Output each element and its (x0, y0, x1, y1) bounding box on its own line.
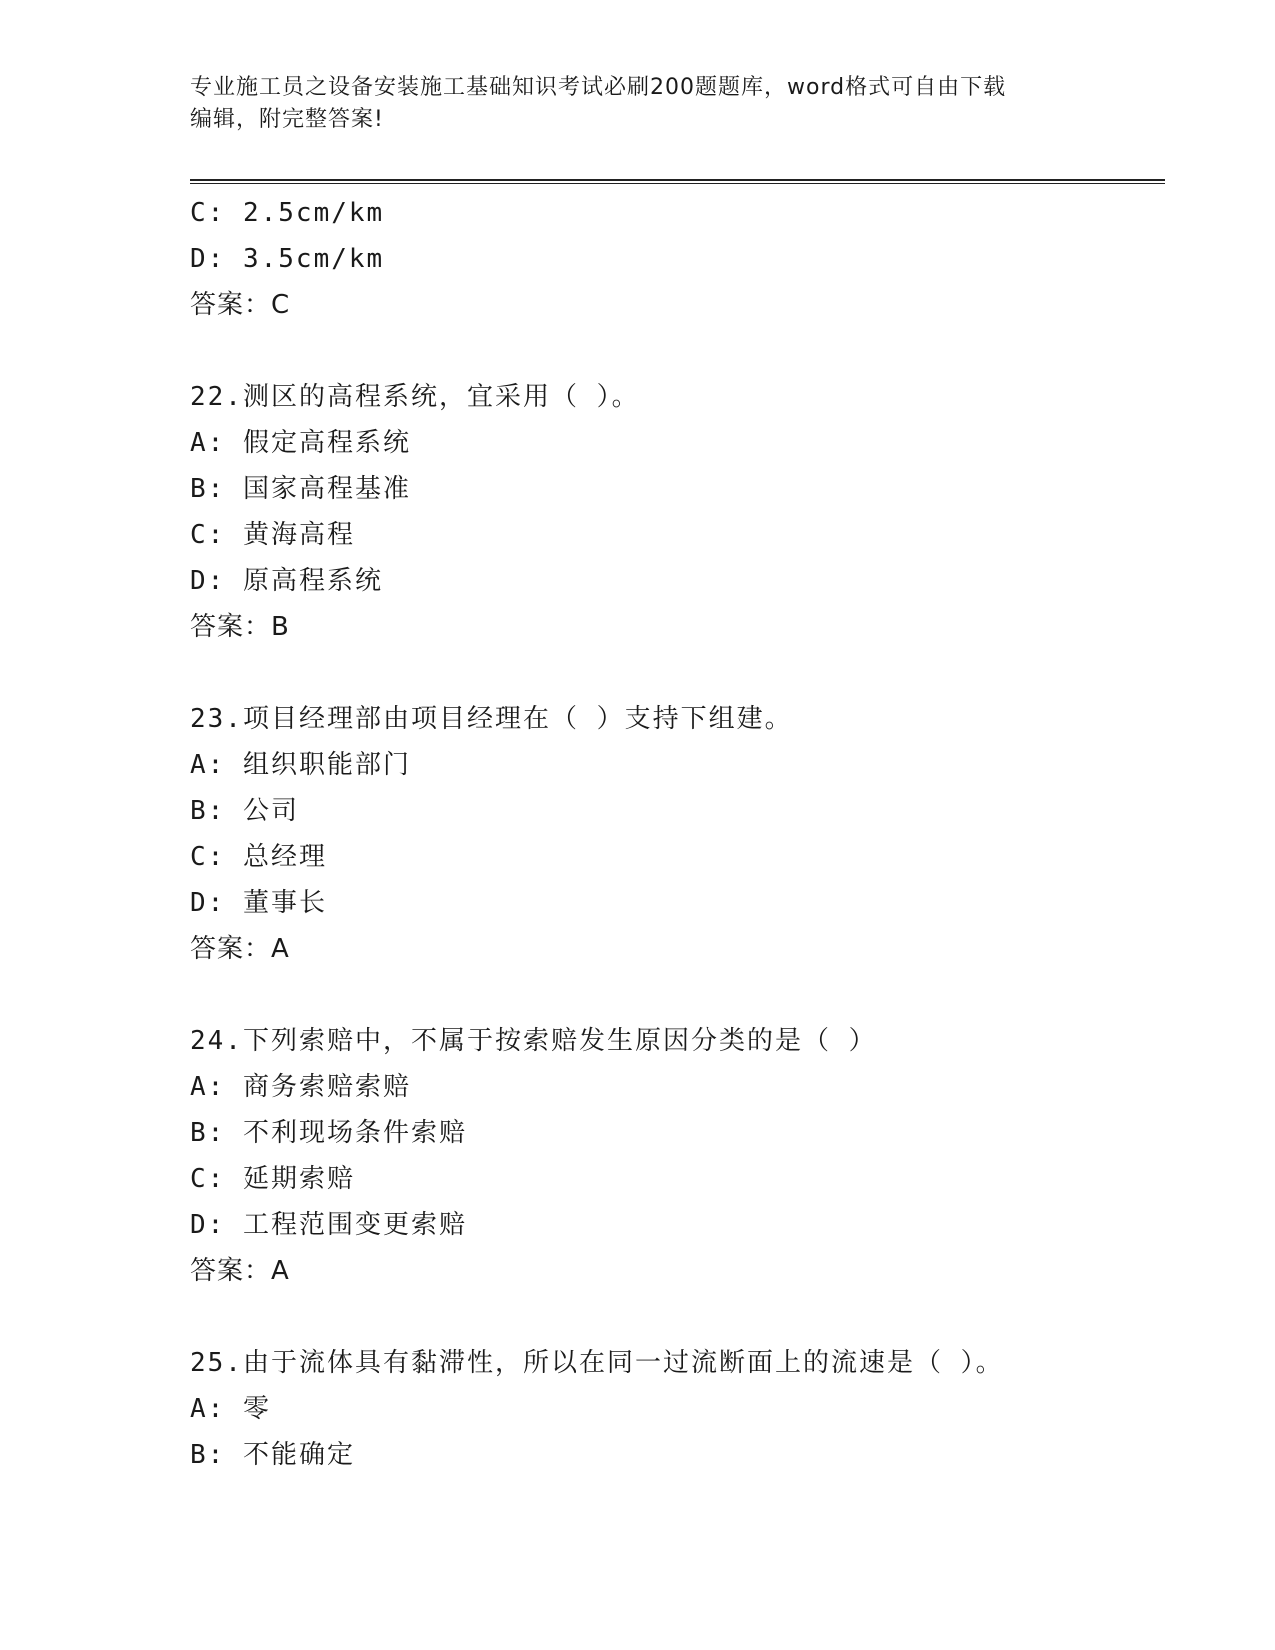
question-22 (190, 374, 1165, 650)
header-title-line-2: 编辑，附完整答案! (190, 107, 384, 132)
spacer (190, 972, 1165, 1018)
question-24 (190, 1018, 1165, 1294)
option-b: B: 国家高程基准 (190, 474, 411, 504)
question-25 (190, 1340, 1165, 1478)
option-c: C: 2.5cm/km (190, 198, 385, 228)
option-a: A: 组织职能部门 (190, 750, 411, 780)
header-title-line-1: 专业施工员之设备安装施工基础知识考试必刷200题题库，word格式可自由下载 (190, 75, 1007, 100)
option-a: A: 商务索赔索赔 (190, 1072, 411, 1102)
spacer (190, 1294, 1165, 1340)
answer-label: 答案：A (190, 1256, 290, 1286)
option-c: C: 总经理 (190, 842, 327, 872)
question-21-tail (190, 190, 1165, 328)
question-stem: 25.由于流体具有黏滞性，所以在同一过流断面上的流速是（ ）。 (190, 1348, 1004, 1378)
header-divider (190, 179, 1165, 184)
option-b: B: 公司 (190, 796, 299, 826)
question-23 (190, 696, 1165, 972)
option-d: D: 3.5cm/km (190, 244, 385, 274)
option-b: B: 不能确定 (190, 1440, 355, 1470)
option-c: C: 黄海高程 (190, 520, 355, 550)
question-stem: 23.项目经理部由项目经理在（ ）支持下组建。 (190, 704, 793, 734)
option-c: C: 延期索赔 (190, 1164, 355, 1194)
question-list (190, 190, 1165, 1478)
option-a: A: 零 (190, 1394, 271, 1424)
answer-label: 答案：C (190, 290, 291, 320)
option-b: B: 不利现场条件索赔 (190, 1118, 467, 1148)
option-d: D: 原高程系统 (190, 566, 383, 596)
spacer (190, 328, 1165, 374)
spacer (190, 650, 1165, 696)
option-d: D: 工程范围变更索赔 (190, 1210, 467, 1240)
question-stem: 24.下列索赔中，不属于按索赔发生原因分类的是（ ） (190, 1026, 877, 1056)
document-header (190, 72, 1080, 136)
answer-label: 答案：B (190, 612, 290, 642)
question-stem: 22.测区的高程系统，宜采用（ ）。 (190, 382, 640, 412)
option-a: A: 假定高程系统 (190, 428, 411, 458)
answer-label: 答案：A (190, 934, 290, 964)
option-d: D: 董事长 (190, 888, 327, 918)
